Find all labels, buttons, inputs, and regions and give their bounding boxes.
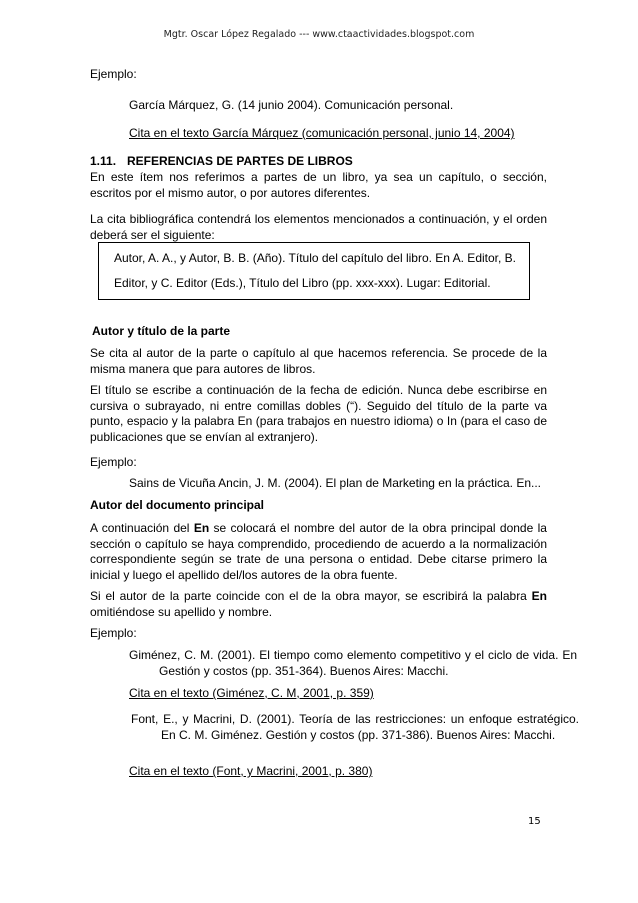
format-line-2: Editor, y C. Editor (Eds.), Título del Libro (pp. xxx-xxx). Lugar: Editorial. <box>114 276 491 290</box>
paragraph-same-author: Si el autor de la parte coincide con el de la obra mayor, se escribirá la palabra En omitiéndose su apellido y nombre. <box>90 589 547 619</box>
page-number: 15 <box>528 816 541 827</box>
section-number: 1.11. <box>90 154 117 168</box>
paragraph-main-author: A continuación del En se colocará el nombre del autor de la obra principal donde la sección o capítulo se haya comprendido, procediendo de acuerdo a la normalización correspondiente según se trate de una persona o entidad. Debe citarse primero la inicial y luego el apellido del/los autores de la obra fuente. <box>90 521 547 582</box>
citation-example: Cita en el texto (Font, y Macrini, 2001, p. 380) <box>129 764 373 778</box>
section-title: REFERENCIAS DE PARTES DE LIBROS <box>127 154 353 168</box>
bold-en: En <box>193 521 210 535</box>
reference-example: Font, E., y Macrini, D. (2001). Teoría de las restricciones: un enfoque estratégico. En C. M. Giménez. Gestión y costos (pp. 371-386). Buenos Aires: Macchi. <box>131 712 579 742</box>
paragraph-title: El título se escribe a continuación de la fecha de edición. Nunca debe escribirse en cursiva o subrayado, ni entre comillas dobles (“). Seguido del título de la parte va punto, espacio y la palabra En (para trabajos en nuestro idioma) o In (para el caso de publicaciones que se envían al extranjero). <box>90 383 547 444</box>
paragraph-intro: En este ítem nos referimos a partes de un libro, ya sea un capítulo, o sección, escritos por el mismo autor, o por autores diferentes. <box>90 170 547 200</box>
paragraph-author-part: Se cita al autor de la parte o capítulo al que hacemos referencia. Se procede de la misma manera que para autores de libros. <box>90 346 547 376</box>
format-line-1: Autor, A. A., y Autor, B. B. (Año). Título del capítulo del libro. En A. Editor, B. <box>114 251 516 265</box>
paragraph-order: La cita bibliográfica contendrá los elementos mencionados a continuación, y el orden deberá ser el siguiente: <box>90 212 547 242</box>
bold-en: En <box>531 589 547 603</box>
reference-example: García Márquez, G. (14 junio 2004). Comunicación personal. <box>129 98 454 112</box>
example-label: Ejemplo: <box>90 67 137 81</box>
format-box <box>98 242 530 300</box>
example-label: Ejemplo: <box>90 455 137 469</box>
subheading-author-part: Autor y título de la parte <box>92 324 231 338</box>
citation-example: Cita en el texto García Márquez (comunicación personal, junio 14, 2004) <box>129 126 515 140</box>
subheading-main-author: Autor del documento principal <box>90 498 265 512</box>
section-heading <box>90 154 547 170</box>
citation-example: Cita en el texto (Giménez, C. M, 2001, p. 359) <box>129 686 374 700</box>
example-label: Ejemplo: <box>90 626 137 640</box>
page-header: Mgtr. Oscar López Regalado --- www.ctaactividades.blogspot.com <box>163 29 475 40</box>
reference-example: Giménez, C. M. (2001). El tiempo como elemento competitivo y el ciclo de vida. En Gestión y costos (pp. 351-364). Buenos Aires: Macchi. <box>129 648 577 678</box>
reference-example: Sains de Vicuña Ancin, J. M. (2004). El plan de Marketing en la práctica. En... <box>129 476 542 490</box>
